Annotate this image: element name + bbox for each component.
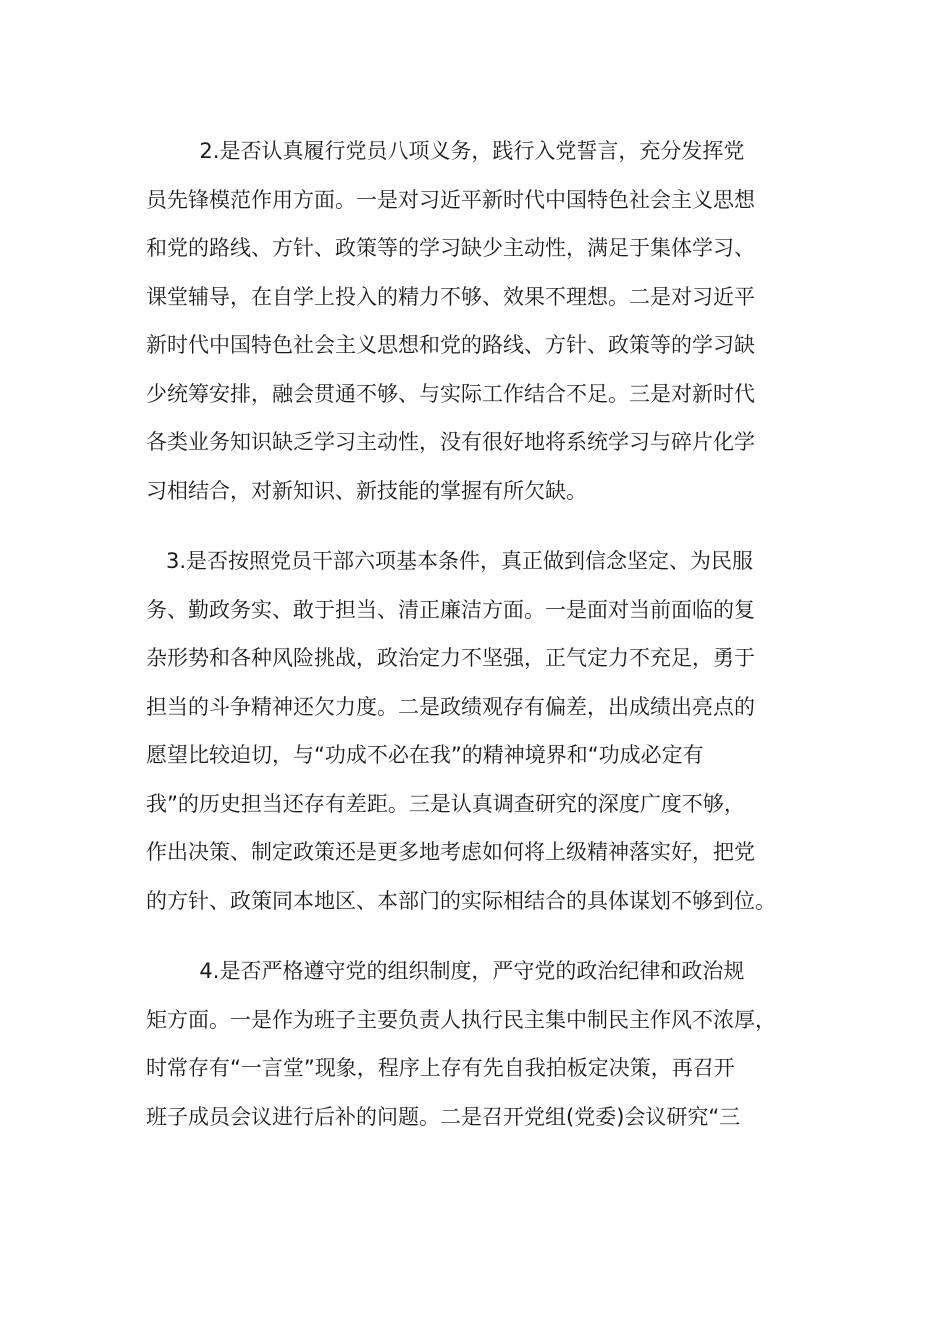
text-line: 愿望比较迫切，与“功成不必在我”的精神境界和“功成必定有 (146, 743, 704, 767)
text-line: 2.是否认真履行党员八项义务，践行入党誓言，充分发挥党 (146, 139, 745, 163)
text-line: 3.是否按照党员干部六项基本条件，真正做到信念坚定、为民服 (146, 549, 754, 573)
text-line: 作出决策、制定政策还是更多地考虑如何将上级精神落实好，把党 (146, 840, 755, 864)
text-line: 和党的路线、方针、政策等的学习缺少主动性，满足于集体学习、 (146, 236, 755, 260)
text-line: 员先锋模范作用方面。一是对习近平新时代中国特色社会主义思想 (146, 187, 755, 212)
text-line: 新时代中国特色社会主义思想和党的路线、方针、政策等的学习缺 (146, 333, 755, 357)
text-line: 各类业务知识缺乏学习主动性，没有很好地将系统学习与碎片化学 (146, 430, 755, 454)
text-line: 班子成员会议进行后补的问题。二是召开党组(党委)会议研究“三 (146, 1104, 741, 1129)
text-line: 时常存有“一言堂”现象，程序上存有先自我拍板定决策，再召开 (146, 1056, 735, 1080)
text-line: 杂形势和各种风险挑战，政治定力不坚强，正气定力不充足，勇于 (146, 646, 755, 670)
text-line: 课堂辅导，在自学上投入的精力不够、效果不理想。二是对习近平 (146, 284, 755, 309)
text-line: 的方针、政策同本地区、本部门的实际相结合的具体谋划不够到位。 (146, 888, 776, 913)
text-line: 矩方面。一是作为班子主要负责人执行民主集中制民主作风不浓厚， (146, 1007, 776, 1032)
text-line: 务、勤政务实、敢于担当、清正廉洁方面。一是面对当前面临的复 (146, 597, 755, 622)
text-line: 少统筹安排，融会贯通不够、与实际工作结合不足。三是对新时代 (146, 381, 755, 406)
paragraph-item-4 (146, 947, 806, 1141)
text-line: 我”的历史担当还存有差距。三是认真调查研究的深度广度不够， (146, 791, 745, 816)
paragraph-item-3 (146, 537, 806, 925)
text-line: 4.是否严格遵守党的组织制度，严守党的政治纪律和政治规 (146, 959, 745, 983)
paragraph-item-2 (146, 127, 806, 515)
text-line: 习相结合，对新知识、新技能的掌握有所欠缺。 (146, 478, 587, 503)
text-line: 担当的斗争精神还欠力度。二是政绩观存有偏差，出成绩出亮点的 (146, 694, 755, 719)
